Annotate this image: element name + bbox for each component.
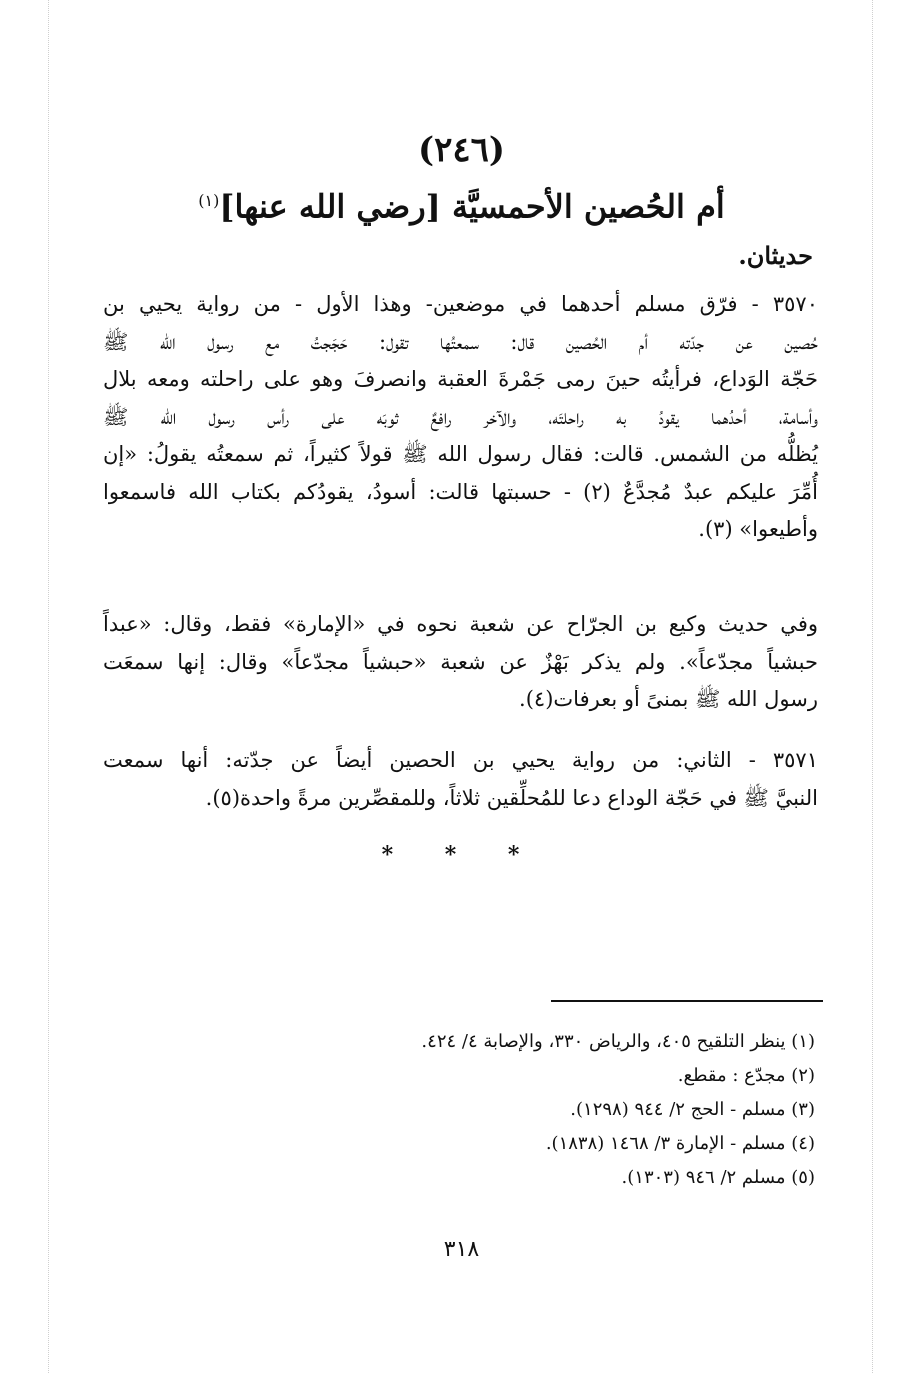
footnote: (٤) مسلم - الإمارة ٣/ ١٤٦٨ (١٨٣٨).	[545, 1133, 815, 1154]
footnote: (١) ينظر التلقيح ٤٠٥، والرياض ٣٣٠، والإصابة ٤/ ٤٢٤.	[421, 1031, 815, 1052]
text-line: ٣٥٧٠ - فرّق مسلم أحدهما في موضعين- وهذا الأول - من رواية يحيي بن	[103, 292, 818, 316]
text-line: أُمِّرَ عليكم عبدٌ مُجدَّعٌ (٢) - حسبتها قالت: أسودُ، يقودُكم بكتاب الله فاسمعوا	[103, 479, 818, 504]
footnotes	[421, 1025, 815, 1195]
page-number: ٣١٨	[443, 1237, 480, 1262]
hadith-3571-paragraph	[103, 742, 818, 817]
section-title	[0, 176, 923, 232]
text-line: وأسامة، أحدُهما يقودُ به راحلتَه، والآخر رافعٌ ثوبَه على رأس رسول الله ﷺ	[103, 404, 818, 429]
section-divider-ornament: * * *	[381, 842, 542, 868]
text-line: حُصين عن جدّته أم الحُصين قال: سمعتُها تقول: حَجَجتُ مع رسول الله ﷺ	[103, 329, 818, 354]
waki-narration-paragraph	[103, 606, 818, 719]
text-line: النبيَّ ﷺ في حَجّة الوداع دعا للمُحلِّقين ثلاثاً، وللمقصِّرين مرةً واحدة(٥).	[205, 785, 818, 810]
footnote: (٣) مسلم - الحج ٢/ ٩٤٤ (١٢٩٨).	[570, 1099, 815, 1120]
text-line: رسول الله ﷺ بمنىً أو بعرفات(٤).	[519, 687, 818, 711]
text-line: حَجّة الوَداع، فرأيتُه حينَ رمى جَمْرةَ العقبة وانصرفَ وهو على راحلته ومعه بلال	[103, 367, 818, 391]
intro-text: حديثان.	[738, 241, 813, 270]
footnote-separator	[551, 1000, 823, 1002]
section-number: (٢٤٦)	[418, 130, 505, 170]
title-footnote-ref: (١)	[198, 191, 220, 210]
footnote: (٢) مجدّع : مقطع.	[677, 1065, 815, 1086]
hadith-3570-paragraph	[103, 286, 818, 549]
text-line: يُظلُّه من الشمس. قالت: فقال رسول الله ﷺ قولاً كثيراً، ثم سمعتُه يقولُ: «إن	[103, 442, 818, 466]
title-text: أم الحُصين الأحمسيَّة [رضي الله عنها]	[219, 187, 725, 226]
footnote: (٥) مسلم ٢/ ٩٤٦ (١٣٠٣).	[621, 1167, 815, 1188]
text-line: وفي حديث وكيع بن الجرّاح عن شعبة نحوه في «الإمارة» فقط، وقال: «عبداً	[103, 612, 818, 636]
text-line: ٣٥٧١ - الثاني: من رواية يحيي بن الحصين أيضاً عن جدّته: أنها سمعت	[103, 748, 818, 772]
text-line: حبشياً مجدّعاً». ولم يذكر بَهْزٌ عن شعبة «حبشياً مجدّعاً» وقال: إنها سمعَت	[103, 649, 818, 674]
text-line: وأطيعوا» (٣).	[698, 517, 818, 541]
